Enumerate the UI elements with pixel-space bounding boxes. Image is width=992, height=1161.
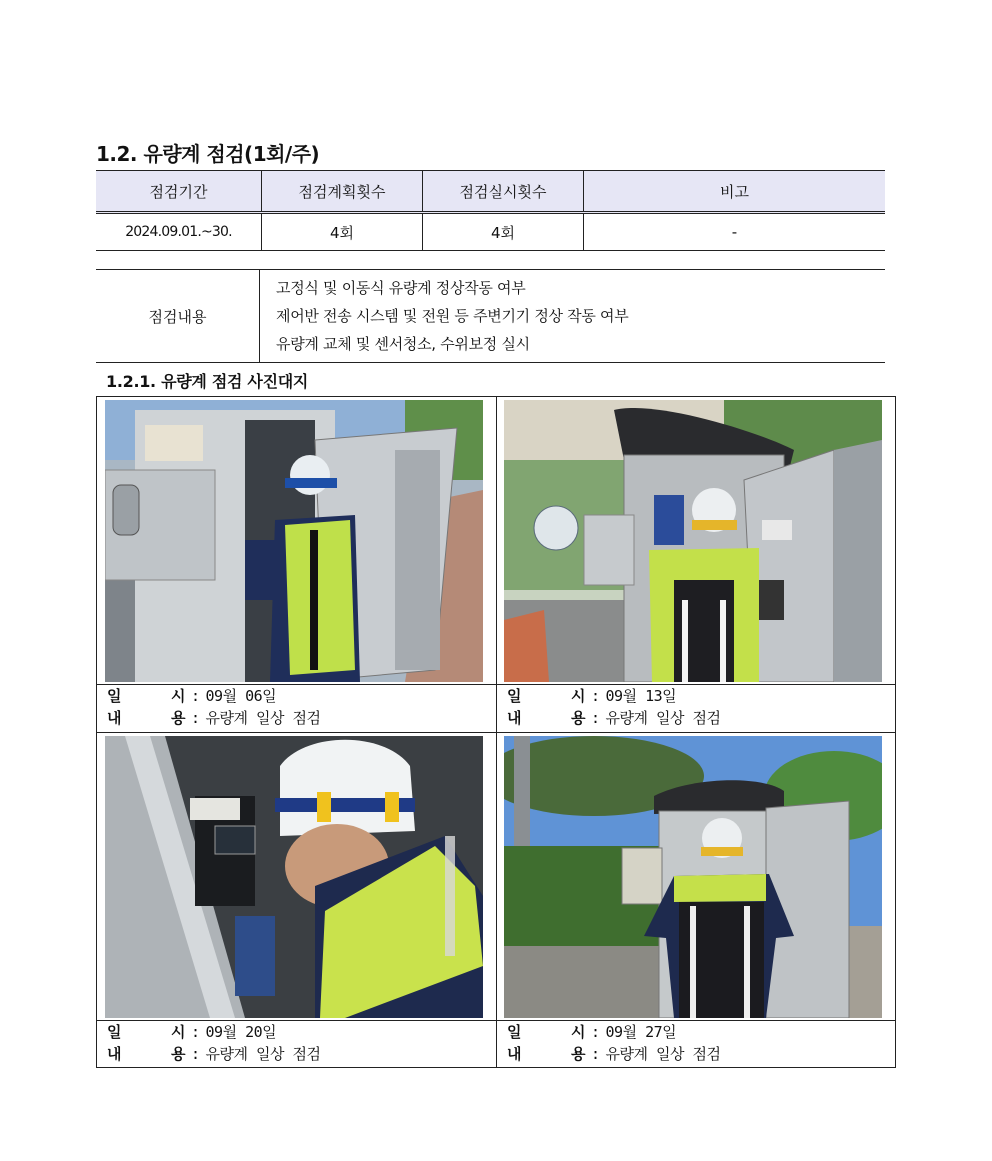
header-actual-count: 점검실시횟수 <box>423 171 584 213</box>
inspection-photo <box>504 736 882 1018</box>
summary-data-row <box>96 213 885 251</box>
photo-caption <box>97 1020 496 1065</box>
caption-date-row: 일 시 : 09월 20일 <box>107 1023 277 1041</box>
photo-cell <box>97 397 497 733</box>
photo-caption <box>497 1020 895 1065</box>
cell-period: 2024.09.01.~30. <box>96 213 262 251</box>
inspection-content-table <box>96 269 885 363</box>
desc-key: 내 용 <box>107 1045 185 1063</box>
caption-desc-row: 내 용 : 유량계 일상 점검 <box>507 1045 721 1063</box>
desc-key: 내 용 <box>507 1045 585 1063</box>
photo-description: 유량계 일상 점검 <box>205 709 321 727</box>
photo-cell <box>497 733 895 1067</box>
desc-key: 내 용 <box>507 709 585 727</box>
header-period: 점검기간 <box>96 171 262 213</box>
photo-cell <box>97 733 497 1067</box>
inspection-summary-table <box>96 170 885 251</box>
desc-key: 내 용 <box>107 709 185 727</box>
cell-planned-count: 4회 <box>262 213 423 251</box>
caption-desc-row: 내 용 : 유량계 일상 점검 <box>507 709 721 727</box>
summary-header-row <box>96 171 885 213</box>
inspection-photo <box>504 400 882 682</box>
caption-desc-row: 내 용 : 유량계 일상 점검 <box>107 1045 321 1063</box>
inspection-photo <box>105 400 483 682</box>
photo-caption <box>497 684 895 729</box>
photo-description: 유량계 일상 점검 <box>205 1045 321 1063</box>
section-title: 1.2. 유량계 점검(1회/주) <box>96 142 320 166</box>
date-key: 일 시 <box>107 1023 185 1041</box>
caption-date-row: 일 시 : 09월 06일 <box>107 687 277 705</box>
photo-grid <box>96 396 896 1068</box>
date-key: 일 시 <box>507 687 585 705</box>
header-planned-count: 점검계획횟수 <box>262 171 423 213</box>
photo-caption <box>97 684 496 729</box>
caption-date-row: 일 시 : 09월 13일 <box>507 687 677 705</box>
photo-section-title: 1.2.1. 유량계 점검 사진대지 <box>106 372 309 391</box>
photo-description: 유량계 일상 점검 <box>605 1045 721 1063</box>
content-line: 제어반 전송 시스템 및 전원 등 주변기기 정상 작동 여부 <box>276 307 629 325</box>
cell-remarks: - <box>584 213 886 251</box>
photo-date: 09월 06일 <box>205 687 277 705</box>
photo-date: 09월 27일 <box>605 1023 677 1041</box>
photo-description: 유량계 일상 점검 <box>605 709 721 727</box>
photo-date: 09월 20일 <box>205 1023 277 1041</box>
date-key: 일 시 <box>507 1023 585 1041</box>
inspection-photo <box>105 736 483 1018</box>
content-lines <box>260 270 628 362</box>
content-line: 유량계 교체 및 센서청소, 수위보정 실시 <box>276 335 530 353</box>
content-label: 점검내용 <box>96 270 260 362</box>
caption-date-row: 일 시 : 09월 27일 <box>507 1023 677 1041</box>
caption-desc-row: 내 용 : 유량계 일상 점검 <box>107 709 321 727</box>
cell-actual-count: 4회 <box>423 213 584 251</box>
date-key: 일 시 <box>107 687 185 705</box>
photo-cell <box>497 397 895 733</box>
content-line: 고정식 및 이동식 유량계 정상작동 여부 <box>276 279 526 297</box>
photo-date: 09월 13일 <box>605 687 677 705</box>
header-remarks: 비고 <box>584 171 886 213</box>
